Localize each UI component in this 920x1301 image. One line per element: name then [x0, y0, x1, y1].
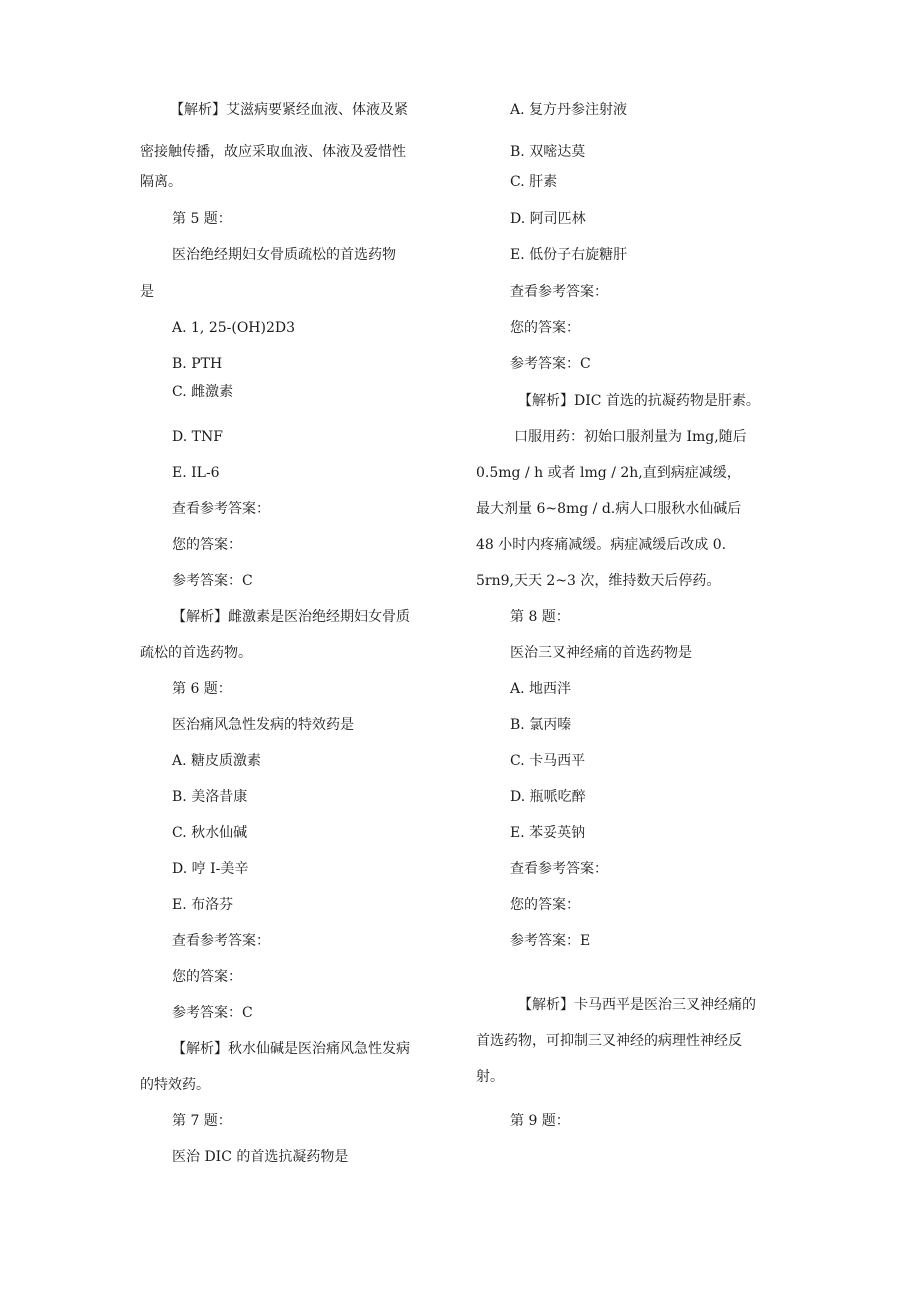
q7-reference-answer: 参考答案：C	[510, 356, 591, 372]
q8-reference-answer: 参考答案：E	[510, 933, 591, 949]
q6-option-b: B. 美洛昔康	[172, 789, 248, 805]
q5-option-c: C. 雌激素	[172, 384, 234, 400]
q5-stem-line1: 医治绝经期妇女骨质疏松的首选药物	[172, 247, 396, 263]
q7-analysis-line6: 5rn9,天天 2~3 次，维持数天后停药。	[476, 573, 721, 589]
q5-analysis-line1: 【解析】雌激素是医治绝经期妇女骨质	[172, 609, 410, 625]
q8-option-a: A. 地西泮	[510, 681, 572, 697]
q5-your-answer: 您的答案：	[172, 537, 242, 553]
q6-title: 第 6 题：	[172, 681, 232, 697]
q7-analysis-line4: 最大剂量 6~8mg / d.病人口服秋水仙碱后	[476, 501, 742, 517]
q6-option-e: E. 布洛芬	[172, 897, 234, 913]
q5-analysis-line2: 疏松的首选药物。	[140, 645, 252, 661]
q7-analysis-line1: 【解析】DIC 首选的抗凝药物是肝素。	[518, 393, 760, 409]
q4-analysis-line2: 密接触传播，故应采取血液、体液及爱惜性	[140, 144, 406, 160]
q6-reference-answer: 参考答案：C	[172, 1005, 253, 1021]
q5-stem-line2: 是	[140, 284, 154, 300]
q5-option-d: D. TNF	[172, 429, 223, 445]
q7-stem: 医治 DIC 的首选抗凝药物是	[172, 1149, 349, 1165]
q6-analysis-line2: 的特效药。	[140, 1077, 210, 1093]
q6-stem: 医治痛风急性发病的特效药是	[172, 717, 354, 733]
q8-title: 第 8 题：	[510, 609, 570, 625]
q8-view-answer-link[interactable]: 查看参考答案：	[510, 861, 608, 877]
q5-option-a: A. 1, 25-(OH)2D3	[172, 320, 296, 336]
q4-analysis-line3: 隔离。	[140, 174, 182, 190]
q7-option-e: E. 低份子右旋糖肝	[510, 247, 628, 263]
q6-your-answer: 您的答案：	[172, 969, 242, 985]
q7-analysis-line2: 口服用药：初始口服剂量为 Img,随后	[514, 429, 747, 445]
q7-analysis-line3: 0.5mg / h 或者 lmg / 2h,直到病症减缓，	[476, 465, 741, 481]
q4-analysis-line1: 【解析】艾滋病要紧经血液、体液及紧	[170, 102, 408, 118]
q5-view-answer-link[interactable]: 查看参考答案：	[172, 501, 270, 517]
q5-option-e: E. IL-6	[172, 465, 220, 481]
q8-stem: 医治三叉神经痛的首选药物是	[510, 645, 692, 661]
q8-option-d: D. 瓶哌吃醉	[510, 789, 586, 805]
q7-option-d: D. 阿司匹林	[510, 211, 586, 227]
q8-analysis-line2: 首选药物，可抑制三叉神经的病理性神经反	[476, 1033, 742, 1049]
q9-title: 第 9 题：	[510, 1113, 570, 1129]
q7-analysis-line5: 48 小时内疼痛减缓。病症减缓后改成 0.	[476, 537, 727, 553]
q6-analysis-line1: 【解析】秋水仙碱是医治痛风急性发病	[172, 1041, 410, 1057]
q6-option-a: A. 糖皮质激素	[172, 753, 262, 769]
q7-your-answer: 您的答案：	[510, 320, 580, 336]
q7-option-b: B. 双嘧达莫	[510, 144, 586, 160]
q7-view-answer-link[interactable]: 查看参考答案：	[510, 284, 608, 300]
q7-title: 第 7 题：	[172, 1113, 232, 1129]
q8-your-answer: 您的答案：	[510, 897, 580, 913]
q7-option-c: C. 肝素	[510, 174, 558, 190]
q6-option-c: C. 秋水仙碱	[172, 825, 248, 841]
q6-option-d: D. 哼 I-美辛	[172, 861, 249, 877]
q8-option-b: B. 氯丙嗪	[510, 717, 572, 733]
q5-option-b: B. PTH	[172, 356, 223, 372]
q8-analysis-line3: 射。	[476, 1069, 504, 1085]
q8-option-e: E. 苯妥英钠	[510, 825, 586, 841]
q8-analysis-line1: 【解析】卡马西平是医治三叉神经痛的	[518, 997, 756, 1013]
q8-option-c: C. 卡马西平	[510, 753, 586, 769]
q7-option-a: A. 复方丹参注射液	[510, 102, 628, 118]
q5-reference-answer: 参考答案：C	[172, 573, 253, 589]
q5-title: 第 5 题：	[172, 211, 232, 227]
q6-view-answer-link[interactable]: 查看参考答案：	[172, 933, 270, 949]
